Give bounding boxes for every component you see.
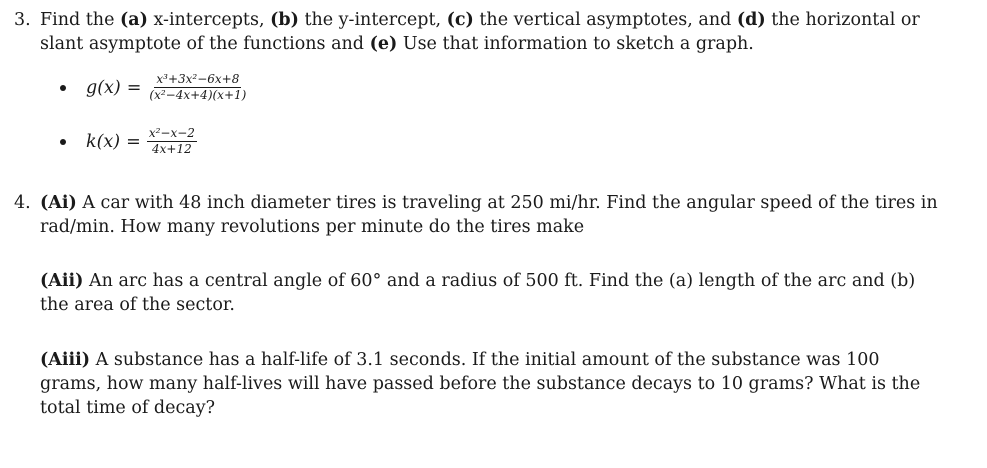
function-g-numerator: x³+3x²−6x+8 — [156, 72, 240, 86]
function-k-name: k(x) — [86, 131, 121, 152]
problem-3-text — [40, 8, 954, 56]
part-aiii-text: A substance has a half-life of 3.1 seconds. If the initial amount of the substance was 100 grams, how many half-lives will have passed before the substance decays to 10 grams? What is the total time of decay? — [40, 350, 921, 418]
function-k-fraction — [147, 127, 197, 156]
part-ai-text: A car with 48 inch diameter tires is traveling at 250 mi/hr. Find the angular speed of the tires in rad/min. How many revolutions per minute do the tires make — [40, 193, 938, 237]
function-g-name: g(x) — [86, 77, 121, 98]
function-k-numerator: x²−x−2 — [148, 126, 195, 140]
part-e-label: (e) — [369, 34, 398, 54]
part-aii-text: An arc has a central angle of 60° and a radius of 500 ft. Find the (a) length of the arc and (b) the area of the sector. — [40, 271, 916, 315]
function-k-denominator: 4x+12 — [151, 142, 192, 156]
part-b-label: (b) — [270, 10, 299, 30]
function-g-denominator: (x²−4x+4)(x+1) — [149, 88, 247, 102]
bullet-icon — [60, 85, 66, 91]
part-c-label: (c) — [446, 10, 474, 30]
equals-sign: = — [126, 131, 141, 152]
function-k-item — [60, 127, 197, 156]
part-c-text: the vertical asymptotes, and — [473, 10, 737, 30]
function-g-fraction — [147, 73, 248, 102]
problem-4-aii — [40, 269, 945, 317]
problem-4-number: 4. — [14, 193, 31, 213]
part-aiii-label: (Aiii) — [40, 350, 91, 370]
part-ai-label: (Ai) — [40, 193, 77, 213]
problem-4-ai — [40, 191, 954, 239]
part-d-label: (d) — [736, 10, 766, 30]
problem-4-aiii — [40, 348, 945, 420]
equals-sign: = — [126, 77, 142, 98]
part-a-text: x-intercepts, — [147, 10, 271, 30]
part-a-label: (a) — [120, 10, 148, 30]
bullet-icon — [60, 139, 66, 145]
part-aii-label: (Aii) — [40, 271, 84, 291]
problem-3-number: 3. — [14, 10, 31, 30]
part-b-text: the y-intercept, — [298, 10, 447, 30]
problem-4 — [14, 191, 954, 239]
function-g-item — [60, 73, 248, 102]
part-e-text: Use that information to sketch a graph. — [397, 34, 754, 54]
part-d-text: the horizontal or slant asymptote of the functions and — [40, 10, 920, 54]
problem-3 — [14, 8, 954, 56]
problem-3-intro: Find the — [40, 10, 120, 30]
